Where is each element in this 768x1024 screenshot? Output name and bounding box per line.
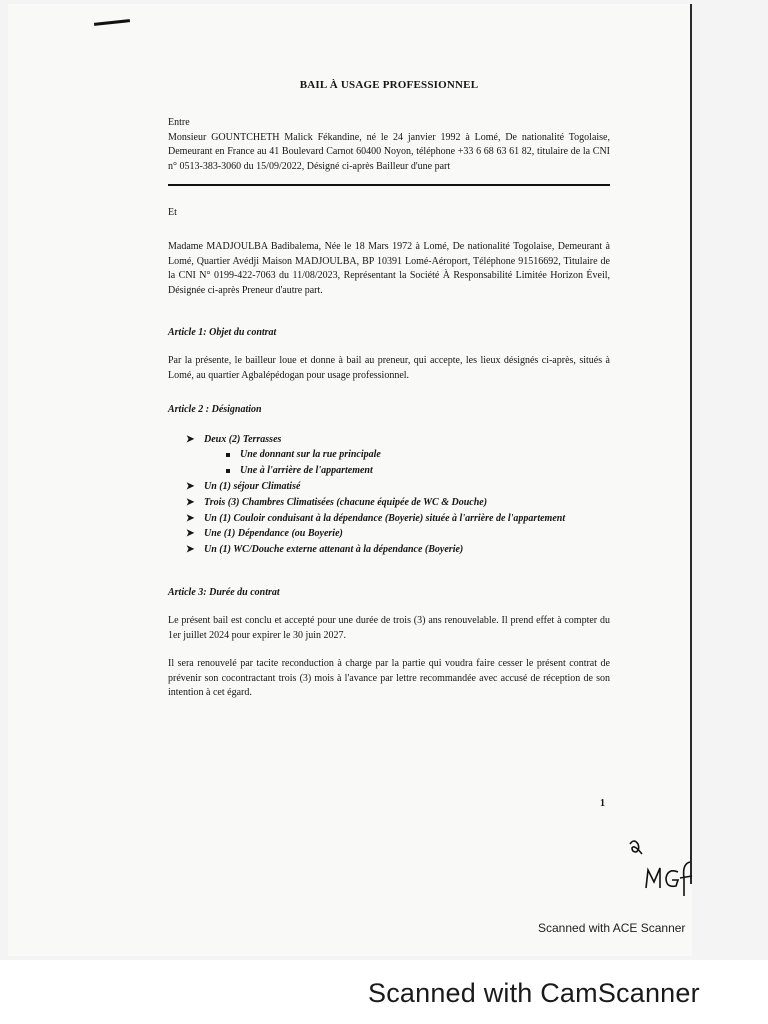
arrowhead-icon: ➤ — [186, 481, 195, 493]
arrowhead-icon: ➤ — [186, 528, 195, 540]
list-item — [186, 432, 610, 479]
article-1-heading: Article 1: Objet du contrat — [168, 327, 277, 339]
arrowhead-icon: ➤ — [186, 496, 195, 508]
arrowhead-icon: ➤ — [186, 433, 195, 445]
separator-line — [168, 184, 610, 186]
designation-list — [186, 432, 610, 558]
square-bullet-icon — [226, 469, 230, 473]
lessee-paragraph: Madame MADJOULBA Badibalema, Née le 18 Mars 1972 à Lomé, De nationalité Togolaise, Demeurant à Lomé, Quartier Avédji Maison MADJOULBA, BP 10391 Lomé-Aéroport, Téléphone 91516692, Titulaire de la CNI N° 0199-422-7063 du 11/08/2023, Représentant la Société À Responsabilité Limitée Horizon Éveil, Désignée ci-après Preneur d'autre part. — [168, 241, 610, 296]
list-item-label: Une (1) Dépendance (ou Boyerie) — [204, 528, 343, 540]
article-3-heading: Article 3: Durée du contrat — [168, 587, 280, 599]
lessor-paragraph: Monsieur GOUNTCHETH Malick Fékandine, né le 24 janvier 1992 à Lomé, De nationalité Togolaise, Demeurant en France au 41 Boulevard Carnot 60400 Noyon, téléphone +33 6 68 63 61 82, titulaire de la CNI n° 0513-383-3060 du 15/09/2022, Désigné ci-après Bailleur d'une part — [168, 131, 610, 172]
sub-list-item-label: Une à l'arrière de l'appartement — [240, 465, 373, 477]
article-1-text: Par la présente, le bailleur loue et donne à bail au preneur, qui accepte, les lieux désignés ci-après, situés à Lomé, au quartier Agbalépédogan pour usage professionnel. — [168, 355, 610, 381]
square-bullet-icon — [226, 453, 230, 457]
list-item — [186, 511, 610, 527]
ace-scanner-watermark: Scanned with ACE Scanner — [538, 921, 686, 935]
page-edge-line — [690, 4, 692, 884]
article-3-paragraph-2: Il sera renouvelé par tacite reconduction à charge par la partie qui voudra faire cesser le présent contrat de prévenir son cocontractant trois (3) mois à l'avance par lettre recommandée avec accusé de réception de son intention à cet égard. — [168, 658, 610, 699]
document-body — [168, 78, 610, 701]
article-2-heading: Article 2 : Désignation — [168, 404, 262, 416]
list-item-label: Un (1) séjour Climatisé — [204, 481, 301, 493]
list-item — [186, 526, 610, 542]
sub-list-item-label: Une donnant sur la rue principale — [240, 449, 381, 461]
arrowhead-icon: ➤ — [186, 512, 195, 524]
sub-list-item — [224, 447, 610, 463]
sub-list-item — [224, 463, 610, 479]
list-item-label: Un (1) Couloir conduisant à la dépendance (Boyerie) située à l'arrière de l'appartement — [204, 512, 566, 524]
list-item-label: Deux (2) Terrasses — [204, 433, 282, 445]
handwritten-initials-signature — [620, 834, 700, 904]
page-number: 1 — [600, 798, 605, 809]
list-item-label: Trois (3) Chambres Climatisées (chacune équipée de WC & Douche) — [204, 496, 488, 508]
list-item — [186, 479, 610, 495]
article-3-paragraph-1: Le présent bail est conclu et accepté pour une durée de trois (3) ans renouvelable. Il prend effet à compter du 1er juillet 2024 pour expirer le 30 juin 2027. — [168, 615, 610, 641]
list-item — [186, 495, 610, 511]
camscanner-watermark: Scanned with CamScanner — [368, 978, 700, 1008]
document-title: BAIL À USAGE PROFESSIONNEL — [299, 79, 479, 91]
list-item — [186, 542, 610, 558]
terrace-sublist — [224, 447, 610, 479]
between-label: Entre — [168, 117, 190, 129]
list-item-label: Un (1) WC/Douche externe attenant à la dépendance (Boyerie) — [204, 544, 464, 556]
and-label: Et — [168, 207, 177, 219]
arrowhead-icon: ➤ — [186, 544, 195, 556]
